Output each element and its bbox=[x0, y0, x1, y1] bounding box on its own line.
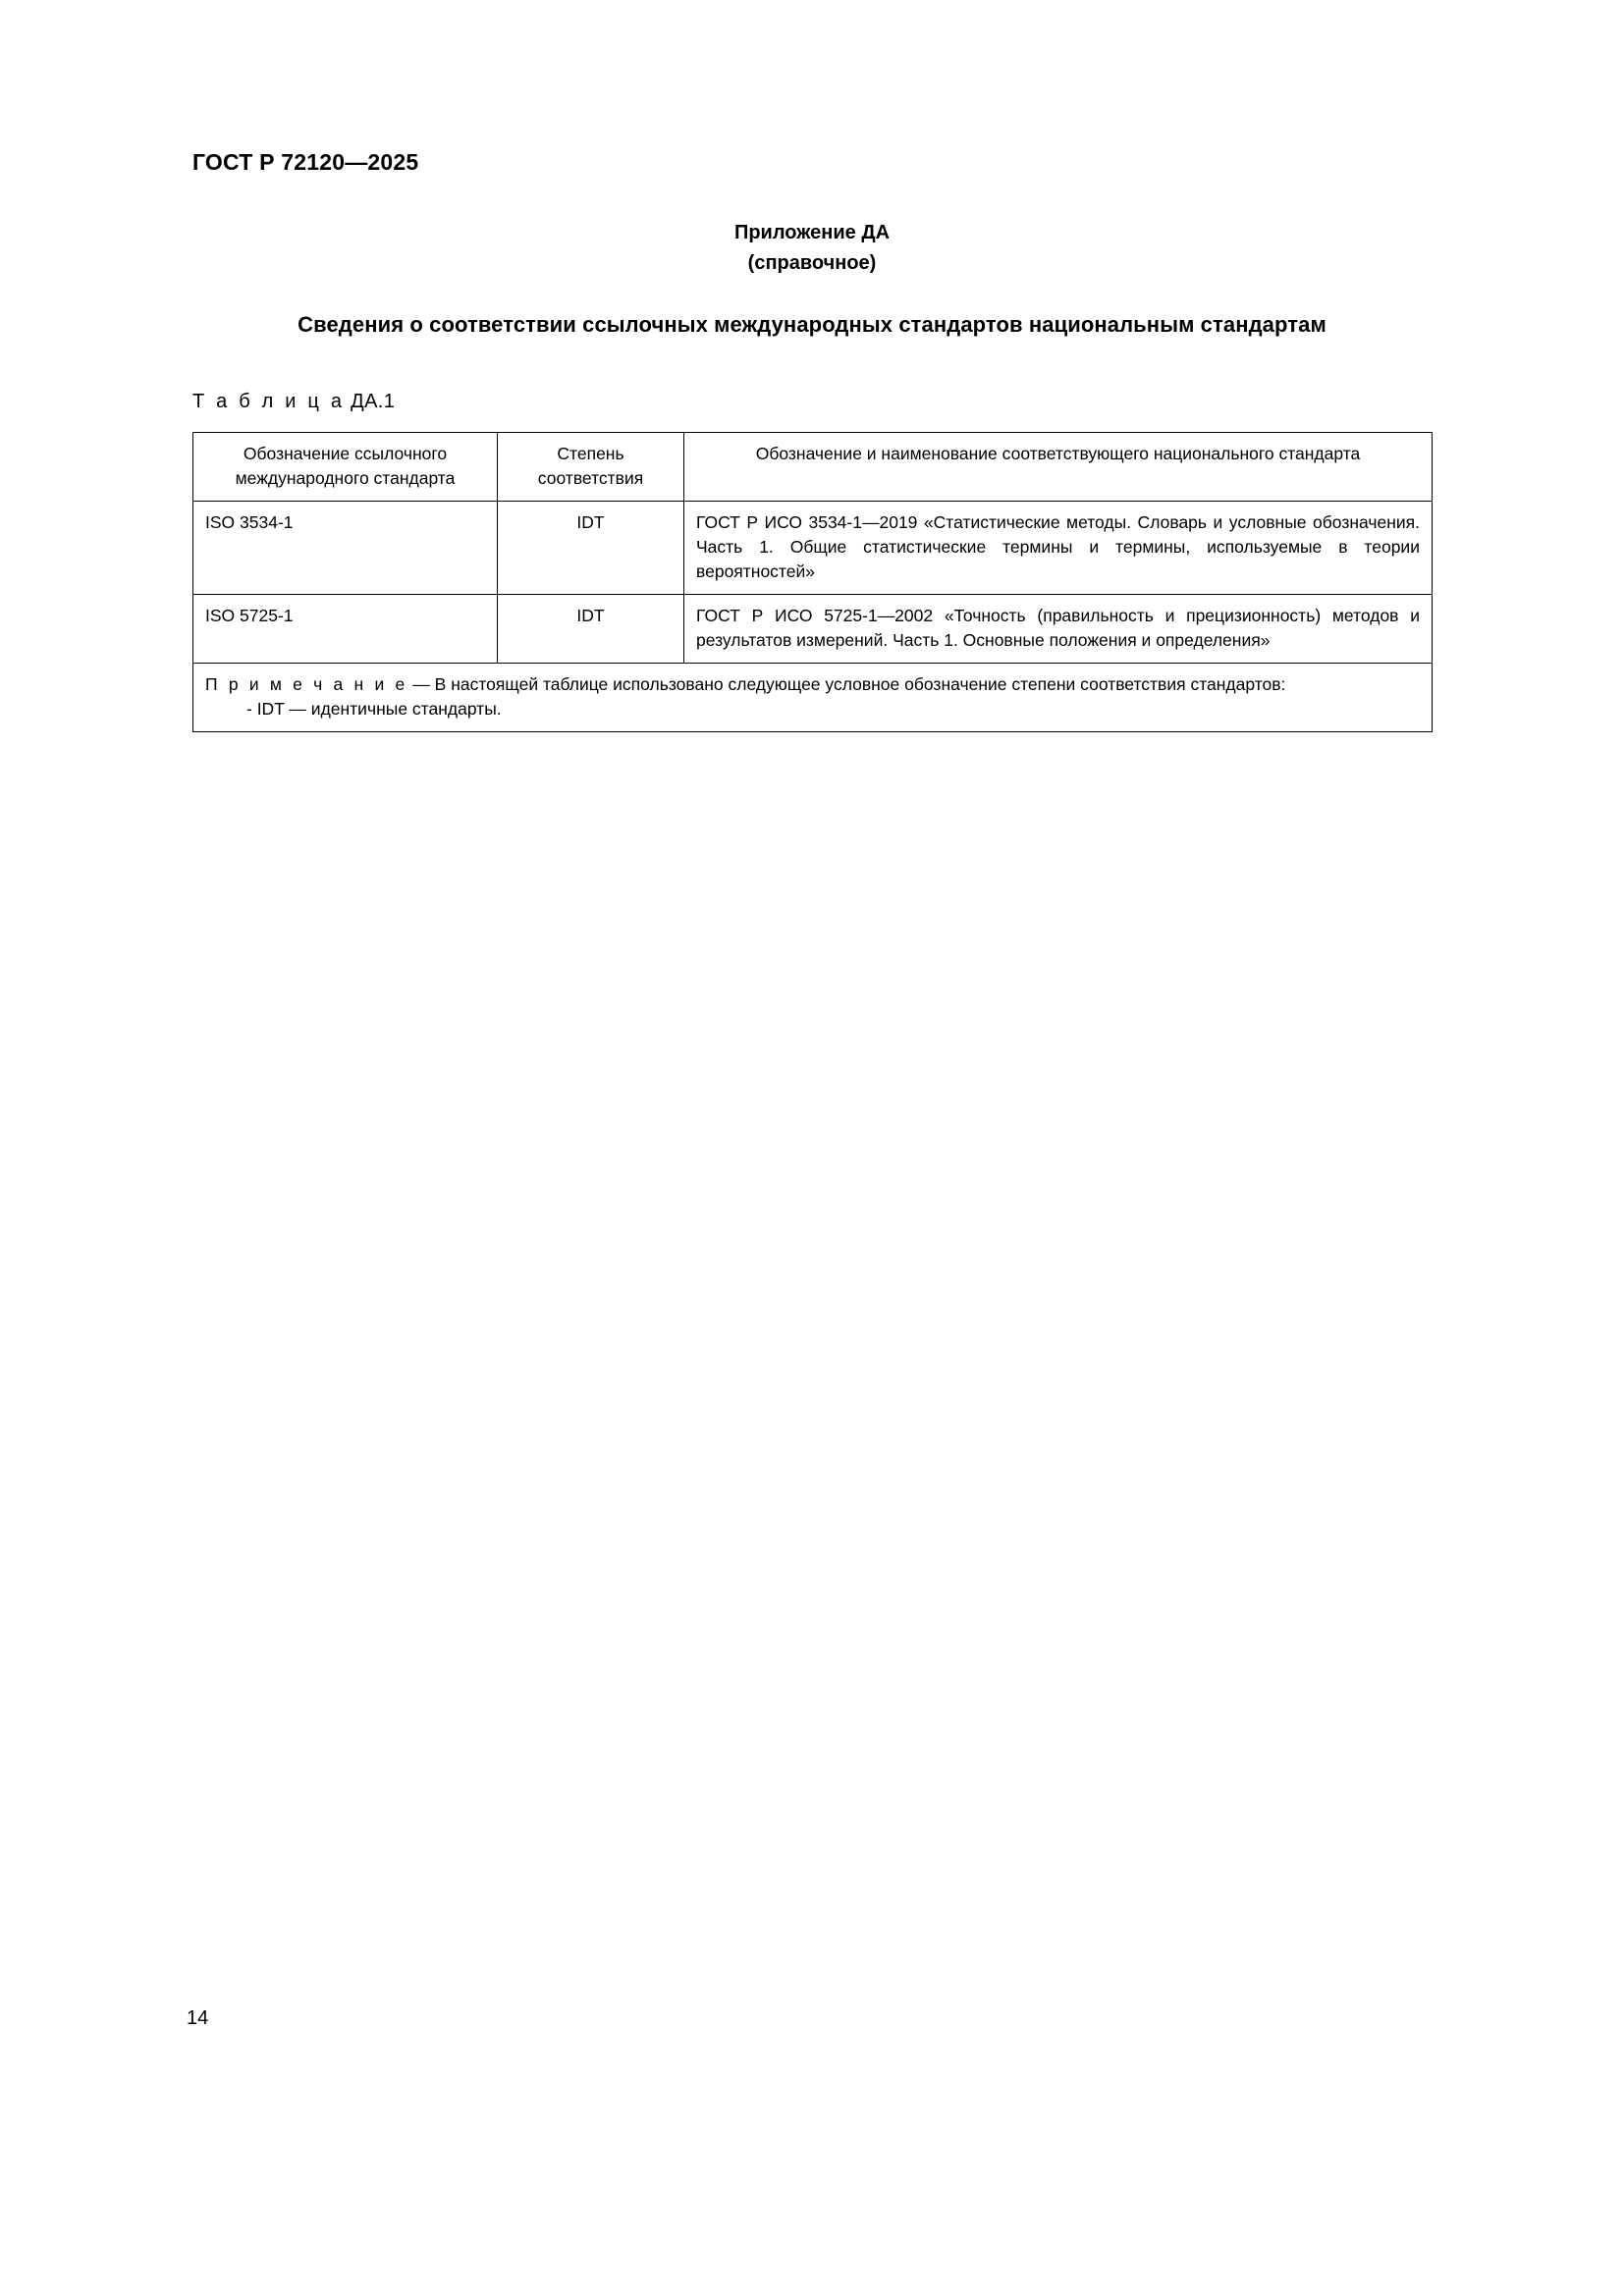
cell-national-standard: ГОСТ Р ИСО 3534-1—2019 «Статистические методы. Словарь и условные обозначения. Часть 1. Общие статистические термины и термины, используемые в теории вероятностей» bbox=[684, 502, 1433, 595]
page-number: 14 bbox=[187, 2007, 209, 2029]
cell-reference-standard: ISO 5725-1 bbox=[193, 595, 498, 664]
annex-heading: Сведения о соответствии ссылочных международных стандартов национальным стандартам bbox=[298, 312, 1326, 337]
annex-title-block bbox=[0, 218, 1624, 279]
table-note-row bbox=[193, 664, 1433, 732]
annex-subtitle: (справочное) bbox=[747, 252, 877, 274]
table-row bbox=[193, 595, 1433, 664]
running-header-standard-number: ГОСТ Р 72120—2025 bbox=[192, 149, 419, 175]
table-caption-number: ДА.1 bbox=[351, 391, 396, 412]
note-label: П р и м е ч а н и е bbox=[205, 674, 408, 694]
table-caption-prefix: Т а б л и ц а bbox=[192, 391, 346, 412]
annex-title: Приложение ДА bbox=[733, 222, 891, 243]
table-caption bbox=[192, 391, 395, 413]
table-note bbox=[193, 664, 1433, 732]
table-header bbox=[193, 433, 1433, 502]
table-row bbox=[193, 502, 1433, 595]
column-header-degree-of-correspondence: Степень соответствия bbox=[498, 433, 684, 502]
note-item: - IDT — идентичные стандарты. bbox=[246, 699, 502, 719]
cell-national-standard: ГОСТ Р ИСО 5725-1—2002 «Точность (правильность и прецизионность) методов и результатов измерений. Часть 1. Основные положения и определения» bbox=[684, 595, 1433, 664]
note-text: — В настоящей таблице использовано следующее условное обозначение степени соответствия стандартов: bbox=[412, 674, 1286, 694]
column-header-reference-standard: Обозначение ссылочного международного стандарта bbox=[193, 433, 498, 502]
cell-degree: IDT bbox=[498, 502, 684, 595]
table-header-row bbox=[193, 433, 1433, 502]
cell-degree: IDT bbox=[498, 595, 684, 664]
cell-reference-standard: ISO 3534-1 bbox=[193, 502, 498, 595]
correspondence-table bbox=[192, 432, 1433, 732]
table-body bbox=[193, 502, 1433, 732]
column-header-national-standard: Обозначение и наименование соответствующего национального стандарта bbox=[684, 433, 1433, 502]
